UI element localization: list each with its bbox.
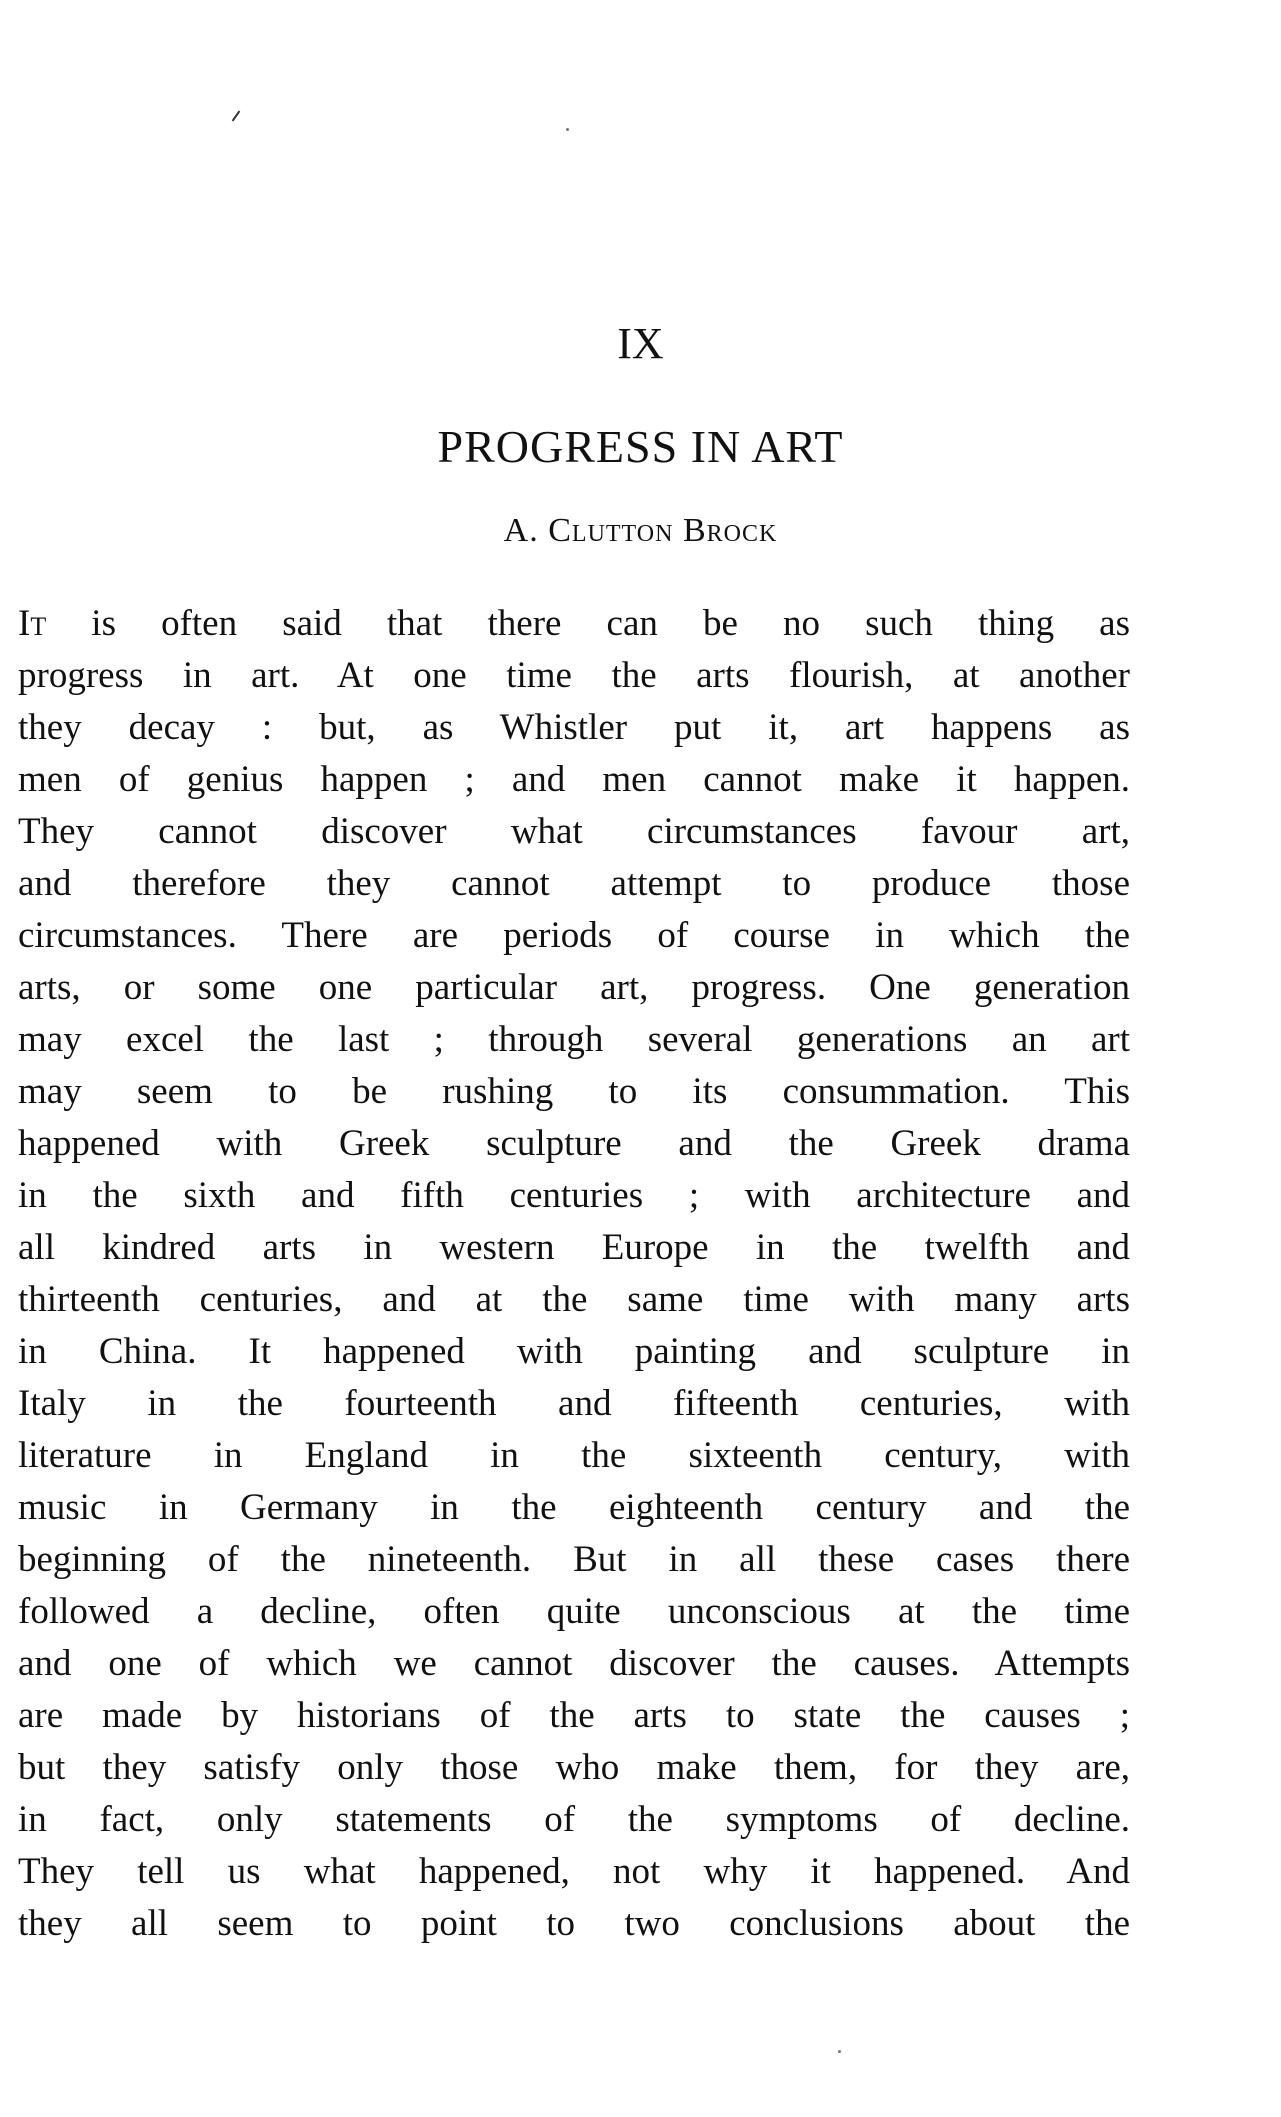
drop-word: It [18, 603, 47, 644]
text-line: circumstances. There are periods of course in which the [18, 915, 1130, 956]
text-line: men of genius happen ; and men cannot make it happen. [18, 759, 1130, 800]
text-line: thirteenth centuries, and at the same time with many arts [18, 1279, 1130, 1320]
text-line: literature in England in the sixteenth century, with [18, 1435, 1130, 1476]
text-line: all kindred arts in western Europe in the twelfth and [18, 1227, 1130, 1268]
text-line: in the sixth and fifth centuries ; with architecture and [18, 1175, 1130, 1216]
body-text [18, 598, 1130, 1950]
stray-mark [232, 111, 241, 122]
text-line: in fact, only statements of the symptoms of decline. [18, 1799, 1130, 1840]
text-line: may excel the last ; through several generations an art [18, 1019, 1130, 1060]
text-line: and therefore they cannot attempt to produce those [18, 863, 1130, 904]
text-line [18, 598, 1130, 650]
text-line: beginning of the nineteenth. But in all these cases there [18, 1539, 1130, 1580]
text-line: they all seem to point to two conclusions about the [18, 1903, 1130, 1944]
text-line: arts, or some one particular art, progress. One generation [18, 967, 1130, 1008]
text-line: Italy in the fourteenth and fifteenth centuries, with [18, 1383, 1130, 1424]
text-line: are made by historians of the arts to state the causes ; [18, 1695, 1130, 1736]
text-line: but they satisfy only those who make them, for they are, [18, 1747, 1130, 1788]
text-line: happened with Greek sculpture and the Greek drama [18, 1123, 1130, 1164]
text-line: They tell us what happened, not why it happened. And [18, 1851, 1130, 1892]
speck [566, 128, 569, 131]
speck [838, 2050, 841, 2053]
text-line: They cannot discover what circumstances favour art, [18, 811, 1130, 852]
text-line: followed a decline, often quite unconscious at the time [18, 1591, 1130, 1632]
text-line: they decay : but, as Whistler put it, art happens as [18, 707, 1130, 748]
chapter-number: IX [617, 319, 664, 368]
author-name: A. Clutton Brock [503, 512, 778, 549]
text-line: music in Germany in the eighteenth century and the [18, 1487, 1130, 1528]
text-line: and one of which we cannot discover the causes. Attempts [18, 1643, 1130, 1684]
chapter-title: PROGRESS IN ART [437, 421, 844, 472]
text-line: progress in art. At one time the arts flourish, at another [18, 655, 1130, 696]
line-text: is often said that there can be no such thing as [46, 603, 1130, 644]
text-line: in China. It happened with painting and sculpture in [18, 1331, 1130, 1372]
text-line: may seem to be rushing to its consummation. This [18, 1071, 1130, 1112]
